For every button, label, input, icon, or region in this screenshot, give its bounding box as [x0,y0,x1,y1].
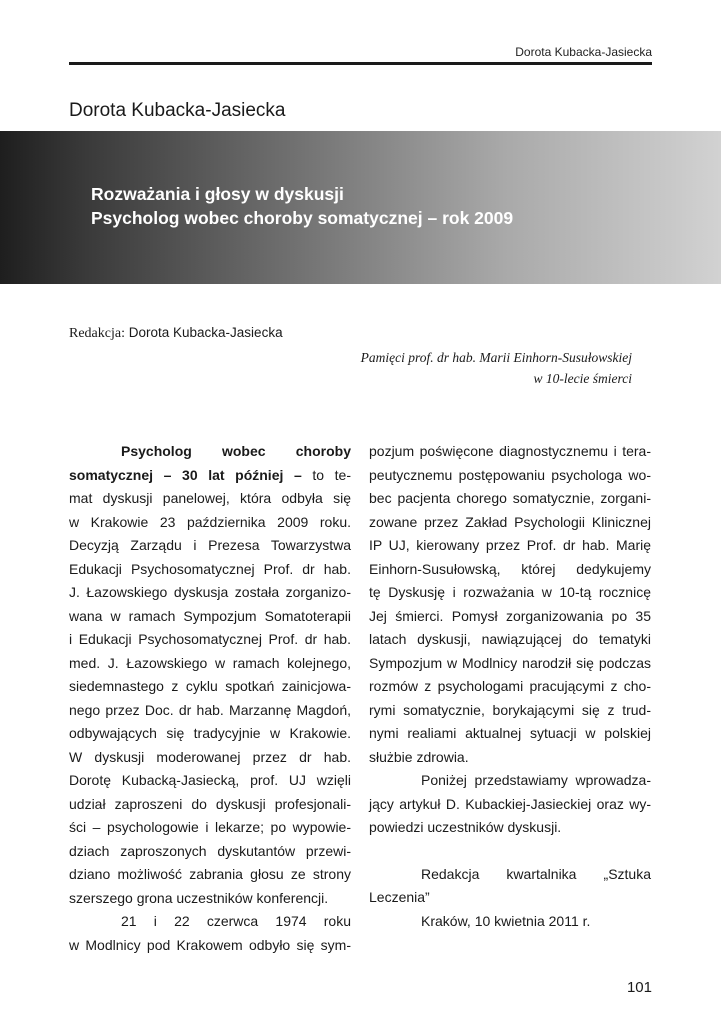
bold-lead: somatycznej – 30 lat później – [69,466,302,483]
text-line: bec pacjenta chorego somatycznie, zorgani- [369,490,651,506]
editor-label: Redakcja: [69,326,125,341]
text-line: dziach zaproszonych dyskutantów przewi- [69,842,351,859]
dedication [361,347,632,389]
text-line: latach dyskusji, nawiązującej do tematyki [369,631,651,647]
text-span: to te- [301,466,352,483]
text-line: Sympozjum w Modlnicy narodził się podczas [369,654,651,671]
text-line: wana w ramach Sympozjum Somatoterapii [69,607,351,624]
editor-name: Dorota Kubacka-Jasiecka [128,325,283,340]
text-line: peutycznemu postępowaniu psychologa wo- [369,466,651,483]
text-line: powiedzi uczestników dyskusji. [369,819,562,835]
signature-line: Redakcja kwartalnika „Sztuka [421,865,651,882]
text-line: 21 i 22 czerwca 1974 roku [121,913,351,929]
text-line: siedemnastego z cyklu spotkań zainicjowa- [69,678,351,694]
article-title [91,182,513,230]
text-line: zowane przez Zakład Psychologii Klinicznej [369,513,651,530]
paragraph-spacer [369,840,651,863]
text-line: Jej śmierci. Pomysł zorganizowania po 35 [369,607,651,624]
place-date: Kraków, 10 kwietnia 2011 r. [421,912,591,929]
text-line: dziano możliwość zabrania głosu ze strony [69,866,351,882]
title-line-2: Psycholog wobec choroby somatycznej – rok 2009 [91,208,514,228]
title-banner [0,131,721,284]
signature-line: Leczenia” [369,889,430,905]
text-line: służbie zdrowia. [369,748,469,765]
text-line: IP UJ, kierowany przez Prof. dr hab. Marię [369,537,651,553]
text-line: ści – psychologowie i lekarze; po wypowie- [69,819,351,835]
text-line: mat dyskusji panelowej, która odbyła się [69,490,351,506]
text-line: rymi somatycznie, borykającymi się z trud- [369,701,651,718]
body-column-right [369,440,651,933]
text-line: rozmów z psychologami pracującymi z cho- [369,678,651,694]
text-line: Decyzją Zarządu i Prezesa Towarzystwa [69,537,351,553]
text-line: odbywających się tradycyjnie w Krakowie. [69,725,351,741]
text-line: nymi realiami aktualnej sytuacji w polskiej [369,725,651,741]
text-line: pozjum poświęcone diagnostycznemu i tera- [369,443,651,459]
text-line: J. Łazowskiego dyskusja została zorganizo- [69,584,351,600]
text-line: tę Dyskusję i rozważania w 10-tą rocznicę [369,584,651,600]
text-line: udział zaproszeni do dyskusji profesjonali- [69,795,351,812]
text-line: Poniżej przedstawiamy wprowadza- [421,772,651,788]
running-head: Dorota Kubacka-Jasiecka [515,45,652,59]
text-line: i Edukacji Psychosomatycznej Prof. dr hab. [69,631,351,647]
dedication-line-1: Pamięci prof. dr hab. Marii Einhorn-Susułowskiej [360,350,632,365]
editor-credit [69,325,283,342]
text-line: Dorotę Kubacką-Jasiecką, prof. UJ wzięli [69,772,351,788]
text-line: nego przez Doc. dr hab. Marzannę Magdoń, [69,701,351,718]
header-rule [69,62,652,65]
text-line: Psycholog wobec choroby [121,443,351,459]
text-line: Edukacji Psychosomatycznej Prof. dr hab. [69,560,351,577]
article-author: Dorota Kubacka-Jasiecka [69,100,286,121]
text-line: szerszego grona uczestników konferencji. [69,889,329,906]
text-line [69,464,351,488]
dedication-line-2: w 10-lecie śmierci [533,371,632,386]
text-line: w Modlnicy pod Krakowem odbyło się sym- [69,936,351,953]
page-number: 101 [626,979,652,996]
text-line: jący artykuł D. Kubackiej-Jasieckiej oraz wy- [369,795,651,812]
text-line: W dyskusji moderowanej przez dr hab. [69,748,351,765]
body-column-left [69,440,351,957]
text-line: med. J. Łazowskiego w ramach kolejnego, [69,654,351,671]
text-line: w Krakowie 23 października 2009 roku. [69,513,351,530]
text-line: Einhorn-Susułowską, której dedykujemy [369,560,651,577]
title-line-1: Rozważania i głosy w dyskusji [91,184,344,204]
